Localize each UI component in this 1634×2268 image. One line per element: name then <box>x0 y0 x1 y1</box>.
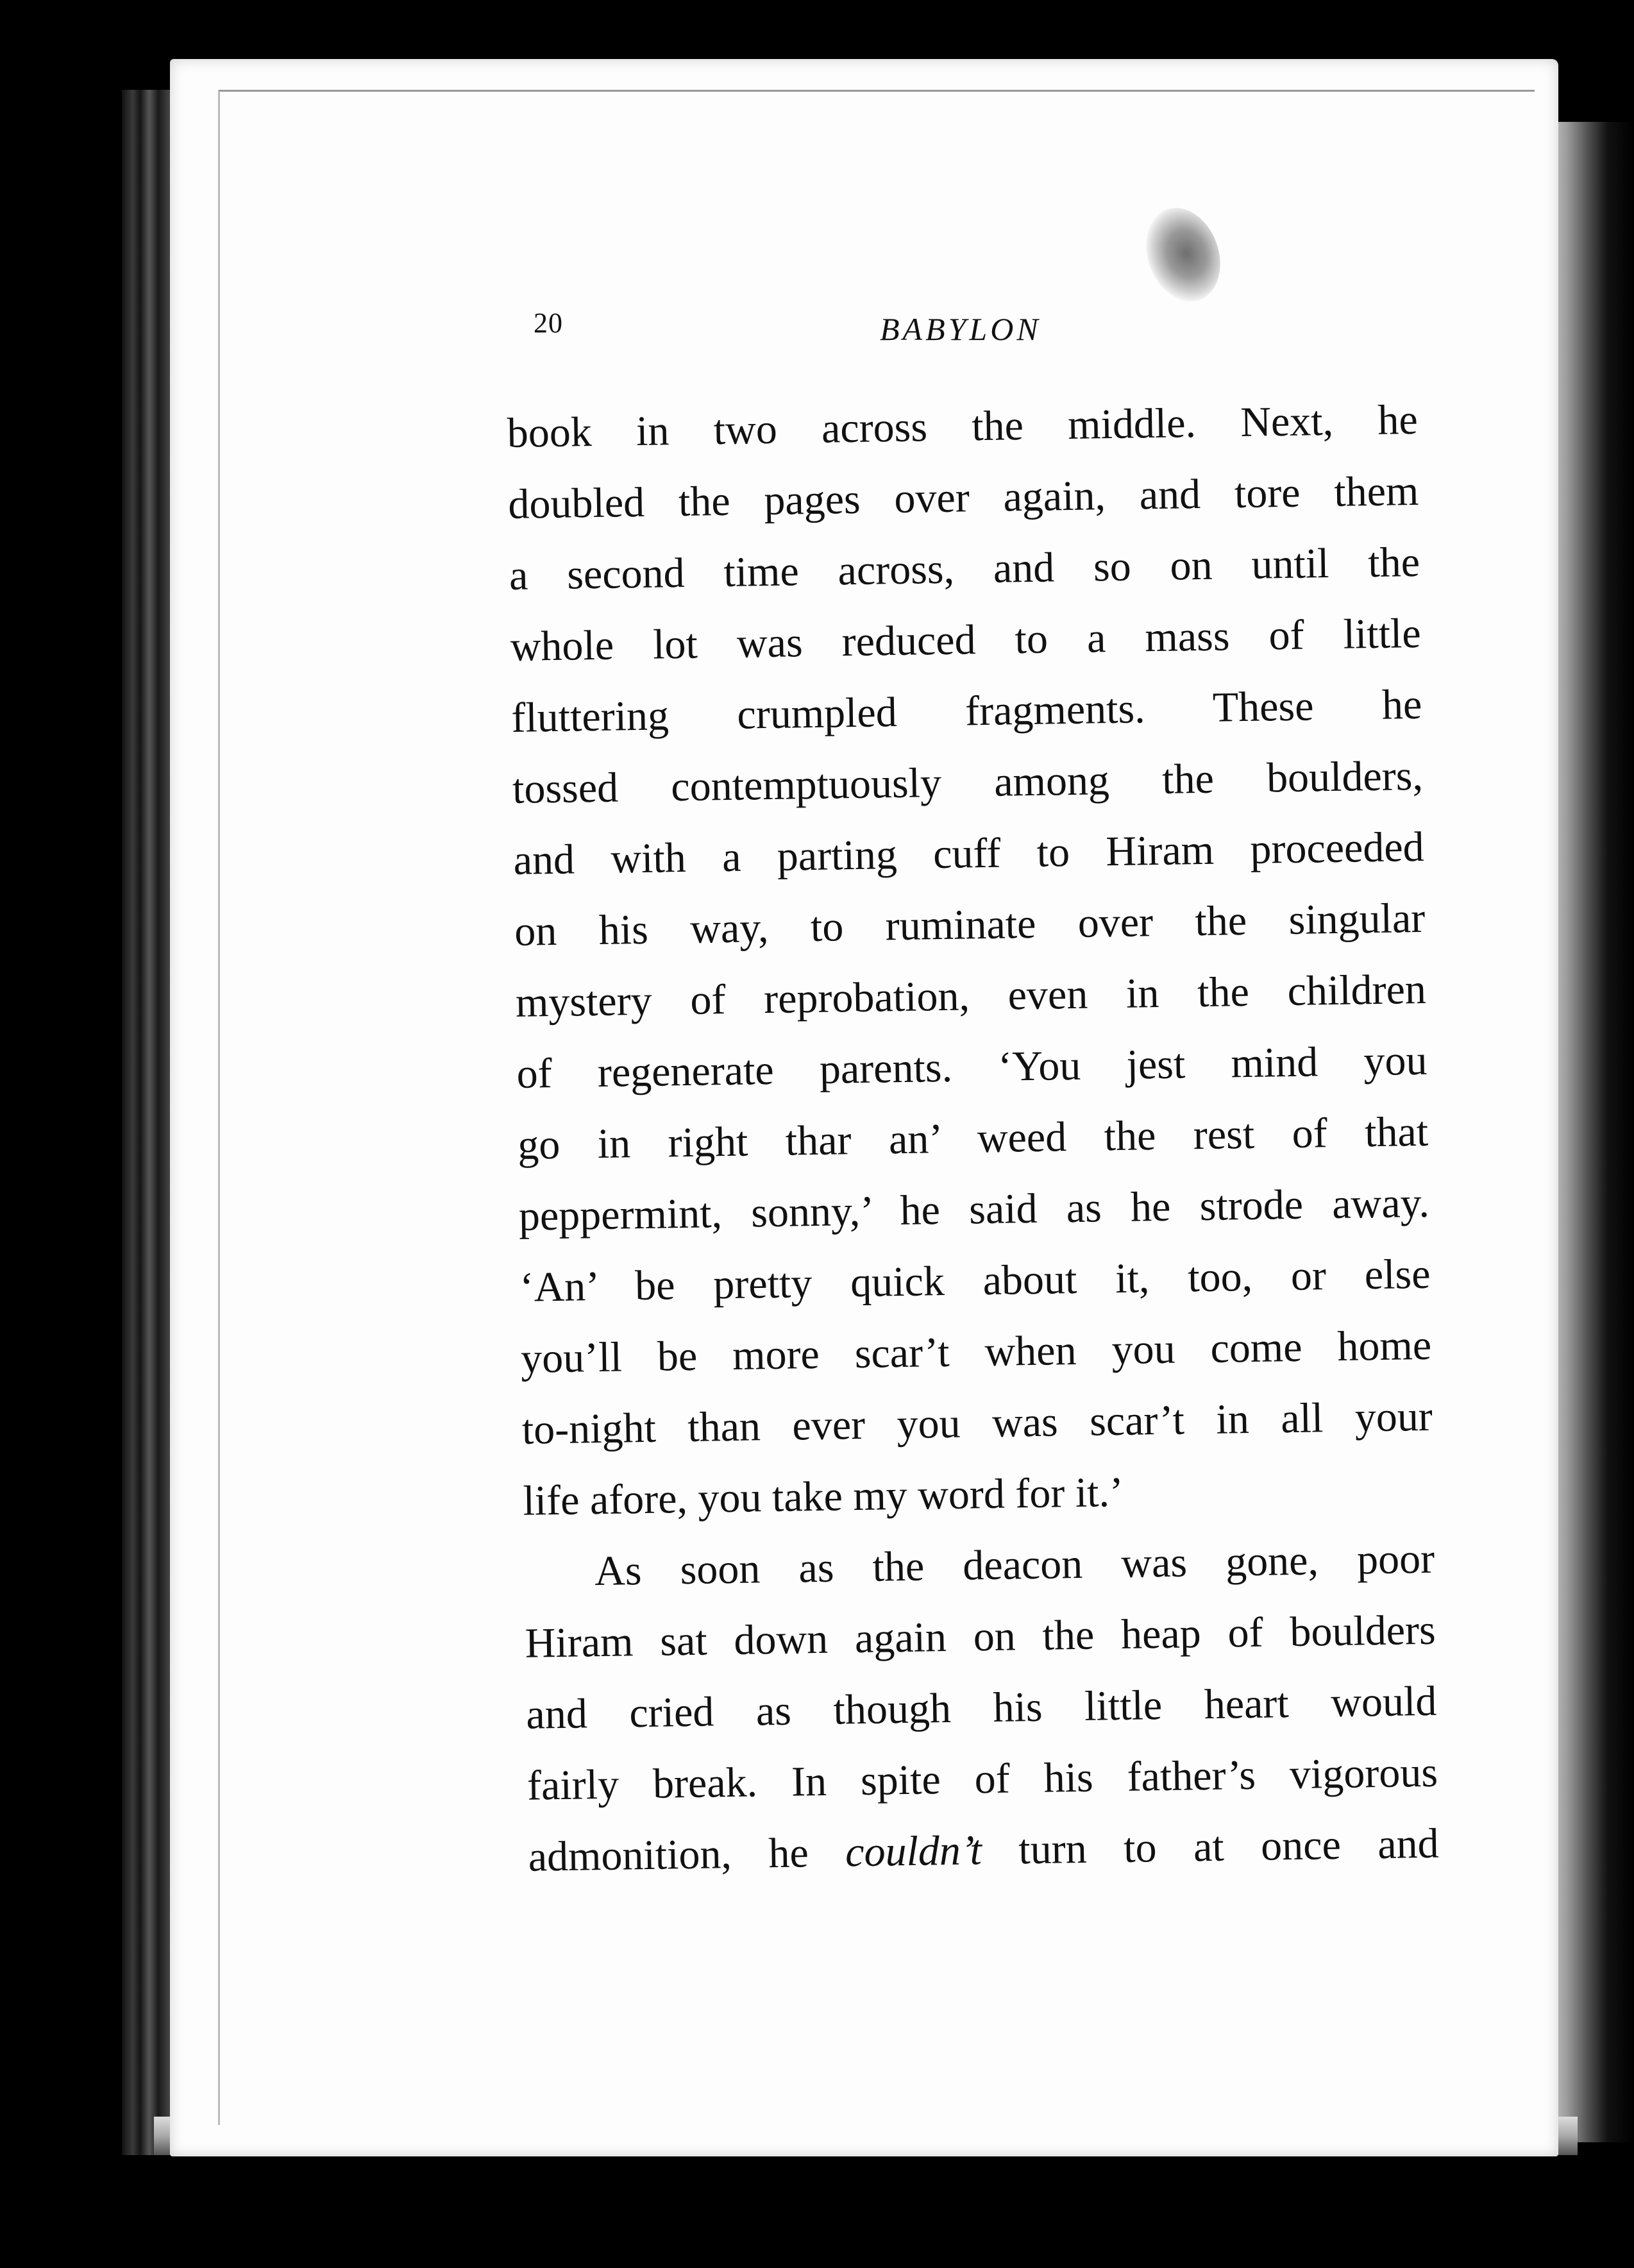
text-line-with-italic <box>528 1808 1439 1893</box>
text-line: fairly break. In spite of his father’s vigorous <box>526 1748 1438 1809</box>
text-line: and cried as though his little heart would <box>525 1677 1437 1738</box>
text-line: on his way, to ruminate over the singular <box>514 894 1426 955</box>
text-line: whole lot was reduced to a mass of little <box>510 609 1422 670</box>
italic-emphasis: couldn’t <box>845 1827 982 1876</box>
text-line: to-night than ever you was scar’t in all your <box>521 1392 1433 1453</box>
page-number: 20 <box>534 307 563 339</box>
text-line: and with a parting cuff to Hiram proceeded <box>513 823 1425 884</box>
text-line: peppermint, sonny,’ he said as he strode away. <box>518 1179 1430 1240</box>
book-right-edge <box>1546 122 1634 2142</box>
running-head: BABYLON <box>880 311 1041 347</box>
text-line: you’ll be more scar’t when you come home <box>520 1321 1432 1382</box>
text-line: of regenerate parents. ‘You jest mind you <box>516 1037 1428 1097</box>
text-fragment: admonition, he <box>528 1829 846 1881</box>
paragraph-end-line: life afore, you take my word for it.’ <box>522 1468 1124 1525</box>
paragraph-start-line: As soon as the deacon was gone, poor <box>594 1535 1435 1595</box>
text-line: tossed contemptuously among the boulders, <box>512 752 1424 813</box>
text-fragment: turn to at once and <box>981 1820 1440 1874</box>
body-text <box>507 384 1439 1893</box>
text-line: fluttering crumpled fragments. These he <box>510 681 1422 741</box>
text-line: Hiram sat down again on the heap of boulders <box>525 1606 1436 1667</box>
text-line: doubled the pages over again, and tore them <box>507 467 1419 528</box>
text-line: mystery of reprobation, even in the children <box>515 965 1427 1026</box>
text-line: a second time across, and so on until the <box>509 538 1420 599</box>
text-line: ‘An’ be pretty quick about it, too, or else <box>519 1250 1431 1311</box>
text-line: book in two across the middle. Next, he <box>507 396 1419 457</box>
text-line: go in right thar an’ weed the rest of that <box>517 1108 1429 1169</box>
